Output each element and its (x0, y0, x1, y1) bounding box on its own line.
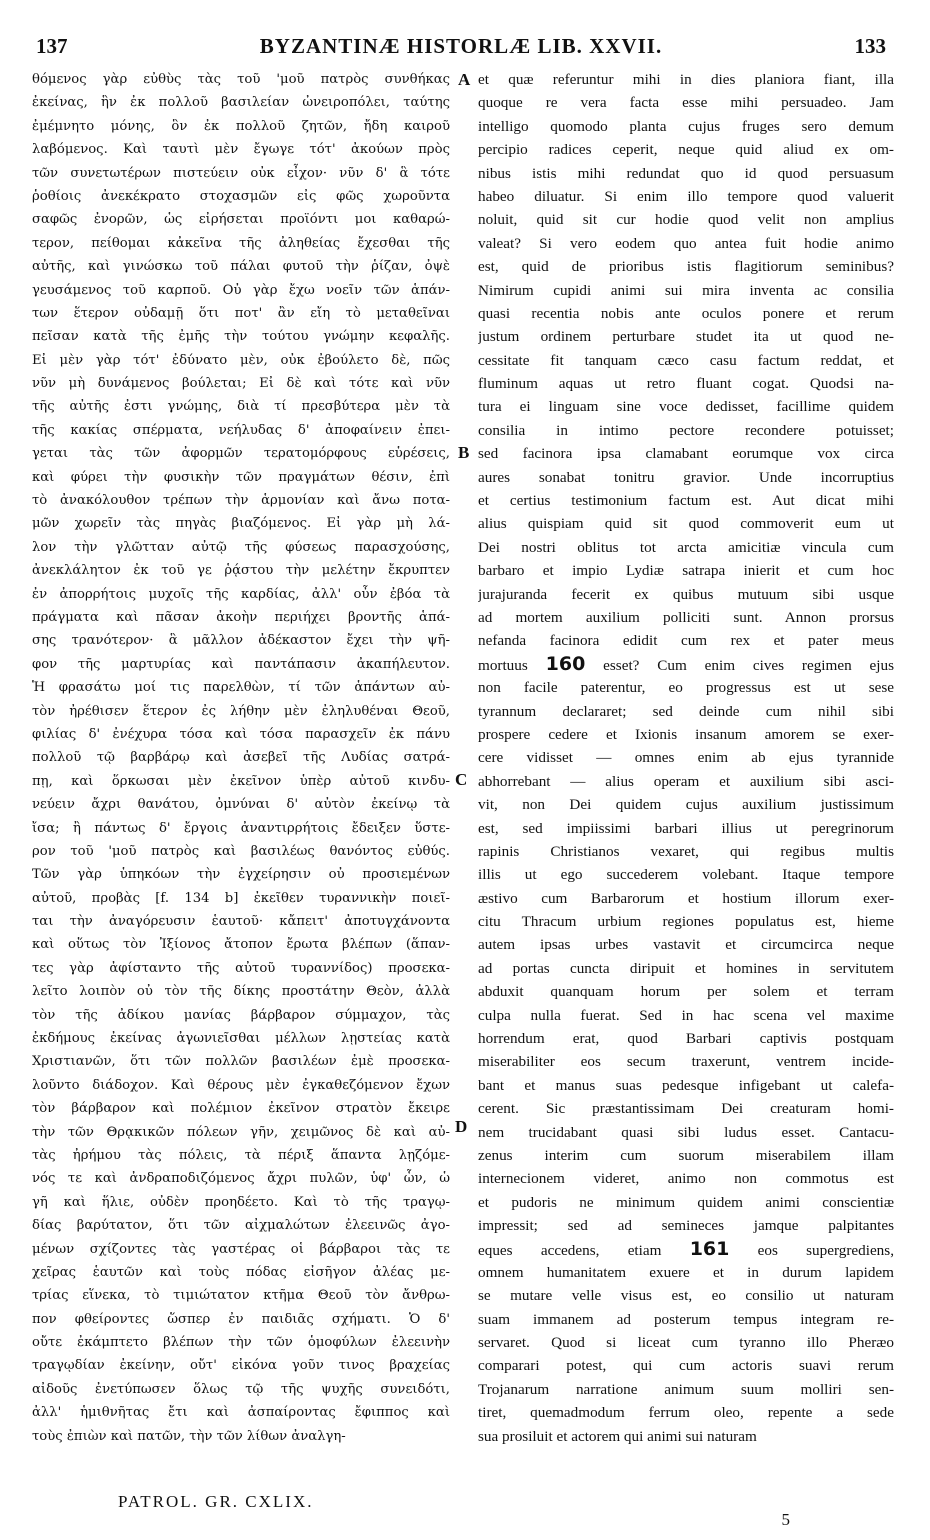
greek-text-line: μένων σχίζοντες τὰς γαστέρας οἱ βάρβαροι τὰς τε (32, 1241, 450, 1257)
greek-text-line: των ἕτερον οὐδαμῇ ὅτι ποτ' ἂν εἴη τὸ μεταθεῖναι (32, 305, 450, 321)
greek-text-line: λαβόμενος. Καὶ ταυτὶ μὲν ἔγωγε τότ' ἀκούων πρὸς (32, 142, 450, 158)
greek-text-line: τρίας εἵνεκα, τὸ τιμιώτατον κτῆμα Θεοῦ τὸν ἄνθρω- (32, 1288, 450, 1304)
latin-text-line: valeat? Si vero eodem quo antea fuit hodie animo (478, 234, 894, 252)
latin-text-line: se mutare velle visus est, eo consilio ut naturam (478, 1287, 894, 1305)
latin-text-line: tiret, quemadmodum ferrum oleo, repente a sede (478, 1404, 894, 1422)
page-number-right: 133 (854, 34, 886, 58)
greek-text-line: ἐκείνας, ἣν ἐκ πολλοῦ βασιλείαν ὠνειροπόλει, ταύτης (32, 95, 450, 111)
greek-text-line: φον τῆς μαρτυρίας καὶ παντάπασιν ἀκαπήλευτον. (32, 656, 450, 672)
greek-text-line: τες γὰρ ἀφίσταντο τῆς αὐτοῦ τυραννίδος) προσεκα- (32, 960, 450, 976)
margin-letter-a: A (458, 70, 471, 89)
greek-text-line: τὸν τῆς ἀδίκου μανίας βάρβαρον σύμμαχον, τὰς (32, 1007, 450, 1023)
greek-text-line: ἀνεκλάλητον ἐκ τοῦ γε ῥᾴστου τὴν μελέτην ἔκρυπτεν (32, 563, 450, 579)
greek-text-line: αὐτοῦ, προβὰς [f. 134 b] ἐκεῖθεν τυραννικὴν ποιεῖ- (32, 890, 450, 906)
latin-text-line: justum ordinem perturbare studet ita ut quod ne- (478, 328, 894, 346)
latin-text-line: barbaro et impio Lydiæ satrapa inierit et cum hoc (478, 562, 894, 580)
latin-text-line: aures sonabat tonitru gravior. Unde incorruptius (478, 468, 894, 486)
greek-text-line: ἴσα; ἢ πάντως δ' ἔργοις ἀναντιρρήτοις ἔδειξεν ὕστε- (32, 820, 450, 836)
greek-text-line: καὶ οὕτως τὸν Ἰξίονος ἄτοπον ἔρωτα βλέπων (ἅπαν- (32, 937, 450, 953)
latin-text-line: jurajuranda fecerit ex quibus mutuum sibi usque (478, 585, 894, 603)
greek-text-line: τὰς ἠρήμου τὰς πόλεις, τὰ πέριξ ἅπαντα λῃζόμε- (32, 1147, 450, 1163)
latin-text-line: fluminum aquas ut retro fluant cogat. Quodsi na- (478, 375, 894, 393)
greek-text-line: Εἰ μὲν γὰρ τότ' ἐδύνατο μὲν, οὐκ ἐβούλετο δὲ, πῶς (32, 352, 450, 368)
latin-text-line: rapinis Christianos vexaret, qui regibus multis (478, 842, 894, 860)
greek-text-line: τερον, πείθομαι κἀκεῖνα τῆς ἀληθείας ἔχεσθαι τῆς (32, 235, 450, 251)
margin-letter-c: C (455, 770, 468, 789)
footer-signature: 5 (781, 1510, 790, 1529)
latin-text-line: noluit, quid sit cur hodie quod velit non amplius (478, 211, 894, 229)
greek-text-line: Χριστιανῶν, ὅτι τῶν πολλῶν βασιλέων ἐμὲ προσεκα- (32, 1054, 450, 1070)
greek-text-line: γεται τὰς τῶν ἀφορμῶν τερατομόρφους εὑρέσεις, (32, 446, 450, 462)
latin-text-line: culpa nulla fuerat. Sed in hac scena vel maxime (478, 1006, 894, 1024)
latin-text-line: ad mortem auxilium polliciti sunt. Annon prorsus (478, 608, 894, 626)
greek-text-line: σαφῶς ἐνορῶν, ὡς εἰρήσεται προϊόντι μοι καθαρώ- (32, 212, 450, 228)
latin-text-line: sed facinora ipsa clamabant eorumque vox circa (478, 445, 894, 463)
greek-text-line: δίας βαρύτατον, ὅτι τῶν αἰχμαλώτων ἐλεεινῶς ἀγο- (32, 1218, 450, 1234)
greek-text-line: τραγῳδίαν ἐκείνην, οὔτ' εἰκόνα γοῦν τινος βραχείας (32, 1358, 450, 1374)
latin-text-line: mortuus 160 esset? Cum enim cives regimen ejus (478, 652, 894, 675)
greek-text-line: λοῦντο διάδοχον. Καὶ θέρους μὲν ἐγκαθεζόμενον ἔχων (32, 1077, 450, 1093)
greek-text-line: μῶν χωρεῖν τὰς πηγὰς βιαζόμενος. Εἰ γὰρ μὴ λά- (32, 516, 450, 532)
latin-text-column (478, 68, 894, 1448)
page-number-left: 137 (36, 34, 68, 58)
latin-text-line: Nimirum cupidi animi sui mira inventa ac consilia (478, 281, 894, 299)
latin-text-line: bant et manus suas pedesque infigebant ut calefa- (478, 1076, 894, 1094)
greek-text-line: πράγματα καὶ πᾶσαν ἀκοὴν περιήχει βροντῆς ἁπά- (32, 609, 450, 625)
latin-text-line: illis ut ego succederem volebant. Itaque tempore (478, 866, 894, 884)
latin-text-line: cerent. Sic præstantissimam Dei creaturam homi- (478, 1100, 894, 1118)
latin-text-line: tyrannum declararet; sed deinde cum nihil sibi (478, 702, 894, 720)
greek-text-line: καὶ φύρει τὴν φυσικὴν τῶν πραγμάτων θέσιν, ἐπὶ (32, 469, 450, 485)
greek-text-line: αὐτῆς, καὶ γινώσκω τοῦ πάλαι φυτοῦ τὴν ῥίζαν, ὀψὲ (32, 259, 450, 275)
latin-text-line: non facile paterentur, eo progressus est ut sese (478, 679, 894, 697)
latin-text-line: intelligo quomodo planta cujus fruges sero demum (478, 117, 894, 135)
latin-text-line: nibus istis mihi redundat quo id quod persuasum (478, 164, 894, 182)
greek-text-line: ἐκδήμους ἐκείνας ἀγωνιεῖσθαι μέλλων λῃστείας κατὰ (32, 1031, 450, 1047)
greek-text-column (32, 68, 450, 1448)
greek-text-line: γῆ καὶ ἥλιε, οὐδὲν προηδέετο. Καὶ τὸ τῆς τραγῳ- (32, 1194, 450, 1210)
greek-text-line: τῆς κακίας σπέρματα, νεήλυδας δ' ἀποφαίνειν ἐπει- (32, 422, 450, 438)
greek-text-line: φιλίας δ' ἐνέχυρα τόσα καὶ τόσα παρασχεῖν ἐκ πάνυ (32, 726, 450, 742)
latin-text-line: zenus interim cum suorum miserabilem illam (478, 1146, 894, 1164)
greek-text-line: χεῖρας ἑαυτῶν καὶ τοὺς πόδας εἰσῆγον ἀλέας με- (32, 1264, 450, 1280)
latin-text-line: et pudoris ne minimum quidem animi conscientiæ (478, 1193, 894, 1211)
latin-text-line: Dei nostri oblitus tot arcta amicitiæ vincula cum (478, 538, 894, 556)
greek-text-line: Τῶν γὰρ ὑπηκόων τὴν ἐγχείρησιν οὐ προσιεμένων (32, 867, 450, 883)
latin-text-line: ad portas cuncta diripuit et homines in servitutem (478, 959, 894, 977)
greek-text-line: ἐμέμνητο μόνης, ὃν ἐκ πολλοῦ ζητῶν, ἤδη καιροῦ (32, 118, 450, 134)
greek-text-line: θόμενος γὰρ εὐθὺς τὰς τοῦ 'μοῦ πατρὸς συνθήκας (32, 72, 450, 87)
greek-text-line: ἐν ἀπορρήτοις μυχοῖς τῆς καρδίας, ἀλλ' οὖν ἐβόα τὰ (32, 586, 450, 602)
greek-text-line: γευσάμενος τοῦ καρποῦ. Οὐ γὰρ ἔχω νοεῖν τῶν ἁπάν- (32, 282, 450, 298)
latin-text-line: suam immanem ad posterum tempus integram re- (478, 1310, 894, 1328)
greek-text-line: τὸν βάρβαρον καὶ πολέμιον ἐκεῖνον στρατὸν ἔκειρε (32, 1101, 450, 1117)
greek-text-line: νεύειν ἄχρι θανάτου, ὀμνύναι δ' αὐτὸν ἐκείνῳ τὰ (32, 797, 450, 813)
latin-text-line: internecionem videret, animo non commotus est (478, 1170, 894, 1188)
latin-text-line: est, quid de prioribus istis flagitiorum seminibus? (478, 258, 894, 276)
latin-text-line: comparari potest, qui cum actoris suavi rerum (478, 1357, 894, 1375)
greek-text-line: ῥοθίοις ἀνεκέκρατο στοχασμῶν εἰς φῶς χωροῦντα (32, 188, 450, 204)
latin-text-line: habeo diluatur. Si enim illo tempore quod valuerit (478, 187, 894, 205)
latin-text-line: eques accedens, etiam 161 eos supergrediens, (478, 1237, 894, 1260)
latin-text-line: et certius testimonium factum est. Aut dicat mihi (478, 492, 894, 510)
greek-text-line: πολλοῦ τῷ βαρβάρῳ καὶ ἀσεβεῖ τῆς Λυδίας σατρά- (32, 750, 450, 766)
latin-text-line: percipio radices ceperit, neque quid aliud ex om- (478, 141, 894, 159)
latin-text-line: nem trucidabant quasi sibi ludus esset. Cantacu- (478, 1123, 894, 1141)
greek-text-line: σης τρανότερον· ἃ μᾶλλον ἀδέκαστον ἔχει τὴν ψῆ- (32, 633, 450, 649)
latin-text-line: nefanda facinora edidit cum rex et pater meus (478, 632, 894, 650)
latin-text-line: autem ipsas urbes vastavit et circumcirca neque (478, 936, 894, 954)
running-title: BYZANTINÆ HISTORLÆ LIB. XXVII. (259, 34, 663, 58)
greek-text-line: ἀλλ' ἡμιθνῆτας ἔτι καὶ ἀσπαίροντας ἔφιππος καὶ (32, 1405, 450, 1421)
latin-text-line: abhorrebant — alius operam et auxilium sibi asci- (478, 772, 894, 790)
greek-text-line: τῶν συνετωτέρων πιστεύειν οὐκ εἶχον· νῦν δ' ἃ τότε (32, 165, 450, 181)
greek-text-line: πεῖσαν κατὰ τῆς ἐμῆς τὴν τούτου γνώμην κεφαλῆς. (32, 329, 450, 345)
greek-text-line: λον τὴν γλῶτταν αὐτῷ τῆς φύσεως παρασχούσης, (32, 539, 450, 555)
latin-text-line: Trojanarum narratione animum suum molliri sen- (478, 1380, 894, 1398)
latin-text-line: prospere cedere et Ixionis insanum amorem se exer- (478, 725, 894, 743)
greek-text-line: ρον τοῦ 'μοῦ πατρὸς καὶ βασιλέως θανόντος εὐθύς. (32, 843, 450, 859)
latin-text-line: æstivo cum Barbarorum et hostium illorum exer- (478, 889, 894, 907)
greek-text-line: λεῖτο λοιπὸν οὐ τὸν τῆς δίκης προστάτην Θεὸν, ἀλλὰ (32, 984, 450, 1000)
greek-text-line: τῆς αὐτῆς ἐστι γνώμης, διὰ τί πρεσβύτερα μὲν τὰ (32, 399, 450, 415)
greek-text-line: πον φθείροντες ὥσπερ ἐν παιδιᾶς σχήματι. Ὁ δ' (32, 1311, 450, 1327)
latin-text-line: abduxit quanquam horum per solem et terram (478, 983, 894, 1001)
latin-text-line: quasi recentia nobis ante oculos ponere et rerum (478, 304, 894, 322)
greek-text-line: νός τε καὶ ἀνδραποδιζόμενος ἄχρι πυλῶν, ὑφ' ὧν, ὡ (32, 1171, 450, 1187)
latin-text-line: miserabiliter eos secum traxerunt, ventrem incide- (478, 1053, 894, 1071)
latin-text-line: horrendum erat, quod Barbari captivis postquam (478, 1030, 894, 1048)
latin-text-line: servaret. Quod si liceat cum tyranno illo Pheræo (478, 1334, 894, 1352)
latin-text-line: consilia in intimo pectore recondere potuisset; (478, 421, 894, 439)
latin-text-line: tura ei linguam sine voce dedisset, facillime quidem (478, 398, 894, 416)
greek-text-line: τὸν ἠρέθισεν ἕτερον ἐς λήθην μὲν ἐληλυθέναι Θεοῦ, (32, 703, 450, 719)
greek-text-line: Ἡ φρασάτω μοί τις παρελθὼν, τί τῶν ἁπάντων αὐ- (32, 680, 450, 696)
latin-text-line: cere vidisset — omnes enim ab ejus tyrannide (478, 749, 894, 767)
latin-text-line: cessitate fit tanquam cæco casu factum reddat, et (478, 351, 894, 369)
latin-text-line: est, sed impiissimi barbari illius ut peregrinorum (478, 819, 894, 837)
footer-series: PATROL. GR. CXLIX. (118, 1492, 314, 1511)
latin-text-line: sua prosiluit et actorem qui animi sui naturam (478, 1427, 757, 1445)
margin-letter-b: B (458, 443, 470, 462)
greek-text-line: οὔτε ἐκάμπτετο βλέπων τὴν τῶν ὁμοφύλων ἐλεεινὴν (32, 1335, 450, 1351)
greek-text-line: νῦν μὴ δυνάμενος βούλεται; Εἰ δὲ καὶ τότε καὶ νῦν (32, 376, 450, 392)
latin-text-line: quoque re vera facta esse mihi persuadeo. Jam (478, 94, 894, 112)
latin-text-line: impressit; sed ad semineces jamque palpitantes (478, 1217, 894, 1235)
latin-text-line: vit, non Dei quidem cujus auxilium justissimum (478, 796, 894, 814)
latin-text-line: et quæ referuntur mihi in dies planiora fiant, illa (478, 71, 894, 88)
greek-text-line: ται τὴν ἀναγόρευσιν ἑαυτοῦ· κἄπειτ' ἀποτυγχάνοντα (32, 914, 450, 930)
latin-text-line: citu Thracum urbium regiones populatus est, hieme (478, 913, 894, 931)
marginal-page-number: 160 (545, 652, 586, 675)
greek-text-line: τὴν τῶν Θρᾳκικῶν πόλεων γῆν, χειμῶνος δὲ καὶ αὐ- (32, 1124, 450, 1140)
greek-text-line: αἰδοῦς ἐνετύπωσεν ὅλως τῷ τῆς ψυχῆς συνειδότι, (32, 1381, 450, 1397)
greek-text-line: τὸ ἀνακόλουθον τρέπων τὴν ἁρμονίαν καὶ ἄνω ποτα- (32, 493, 450, 509)
marginal-page-number: 161 (689, 1237, 730, 1260)
latin-text-line: omnem humanitatem exuere et in durum lapidem (478, 1263, 894, 1281)
page-header (36, 34, 886, 62)
greek-text-line: τοὺς ἐπιὼν καὶ πατῶν, τὴν τῶν λίθων ἀναλγη- (32, 1428, 346, 1444)
margin-letter-d: D (455, 1117, 468, 1136)
latin-text-line: alius quispiam quid sit quod commoverit eum ut (478, 515, 894, 533)
greek-text-line: πῃ, καὶ ὅρκωσαι μὲν ἐκεῖνον ὑπὲρ αὐτοῦ κινδυ- (32, 773, 450, 789)
